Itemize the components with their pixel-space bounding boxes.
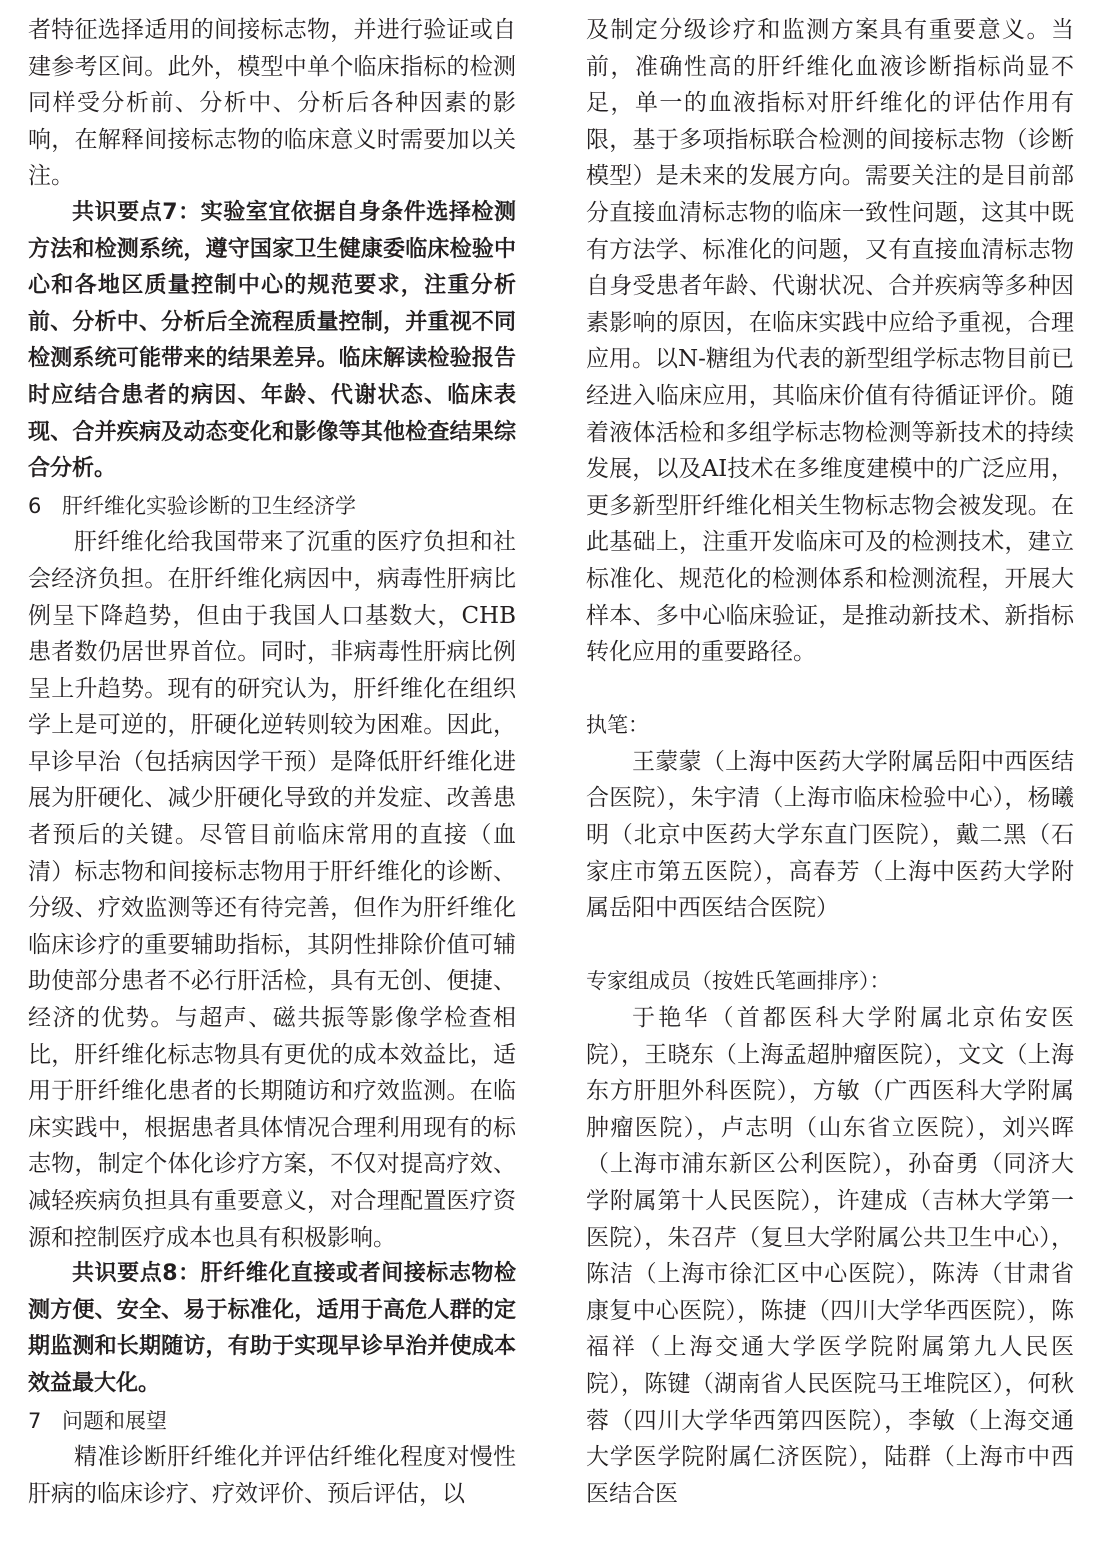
section-6-title: 肝纤维化实验诊断的卫生经济学: [62, 493, 356, 518]
right-column: [586, 12, 1074, 1512]
continued-paragraph: 者特征选择适用的间接标志物，并进行验证或自建参考区间。此外，模型中单个临床指标的检测同样受分析前、分析中、分析后各种因素的影响，在解释间接标志物的临床意义时需要加以关注。: [28, 17, 516, 190]
section-7-paragraph-end: 及制定分级诊疗和监测方案具有重要意义。当前，准确性高的肝纤维化血液诊断指标尚显不足，单一的血液指标对肝纤维化的评估作用有限，基于多项指标联合检测的间接标志物（诊断模型）是未来的发展方向。需要关注的是目前部分直接血清标志物的临床一致性问题，这其中既有方法学、标准化的问题，又有直接血清标志物自身受患者年龄、代谢状况、合并疾病等多种因素影响的原因，在临床实践中应给予重视，合理应用。以N-糖组为代表的新型组学标志物目前已经进入临床应用，其临床价值有待循证评价。随着液体活检和多组学标志物检测等新技术的持续发展，以及AI技术在多维度建模中的广泛应用，更多新型肝纤维化相关生物标志物会被发现。在此基础上，注重开发临床可及的检测技术，建立标准化、规范化的检测体系和检测流程，开展大样本、多中心临床验证，是推动新技术、新指标转化应用的重要路径。: [586, 17, 1074, 666]
section-7-title: 问题和展望: [62, 1408, 167, 1433]
section-7-number: 7: [28, 1408, 42, 1433]
consensus-point-7: 共识要点7：实验室宜依据自身条件选择检测方法和检测系统，遵守国家卫生健康委临床检验中心和各地区质量控制中心的规范要求，注重分析前、分析中、分析后全流程质量控制，并重视不同检测系统可能带来的结果差异。临床解读检验报告时应结合患者的病因、年龄、代谢状态、临床表现、合并疾病及动态变化和影像等其他检查结果综合分析。: [28, 199, 516, 482]
section-6-paragraph: 肝纤维化给我国带来了沉重的医疗负担和社会经济负担。在肝纤维化病因中，病毒性肝病比例呈下降趋势，但由于我国人口基数大，CHB患者数仍居世界首位。同时，非病毒性肝病比例呈上升趋势。现有的研究认为，肝纤维化在组织学上是可逆的，肝硬化逆转则较为困难。因此，早诊早治（包括病因学干预）是降低肝纤维化进展为肝硬化、减少肝硬化导致的并发症、改善患者预后的关键。尽管目前临床常用的直接（血清）标志物和间接标志物用于肝纤维化的诊断、分级、疗效监测等还有待完善，但作为肝纤维化临床诊疗的重要辅助指标，其阴性排除价值可辅助使部分患者不必行肝活检，具有无创、便捷、经济的优势。与超声、磁共振等影像学检查相比，肝纤维化标志物具有更优的成本效益比，适用于肝纤维化患者的长期随访和疗效监测。在临床实践中，根据患者具体情况合理利用现有的标志物，制定个体化诊疗方案，不仅对提高疗效、减轻疾病负担具有重要意义，对合理配置医疗资源和控制医疗成本也具有积极影响。: [28, 529, 516, 1251]
authors-list: 王蒙蒙（上海中医药大学附属岳阳中西医结合医院），朱宇清（上海市临床检验中心），杨曦明（北京中医药大学东直门医院），戴二黑（石家庄市第五医院），高春芳（上海中医药大学附属岳阳中西医结合医院）: [586, 748, 1074, 922]
experts-heading: 专家组成员（按姓氏笔画排序）：: [586, 969, 891, 994]
spacer: [586, 927, 1074, 964]
consensus-point-8: 共识要点8：肝纤维化直接或者间接标志物检测方便、安全、易于标准化，适用于高危人群的定期监测和长期随访，有助于实现早诊早治并使成本效益最大化。: [28, 1261, 516, 1396]
authors-heading: 执笔：: [586, 713, 649, 738]
spacer: [586, 671, 1074, 708]
section-6-heading: [28, 488, 516, 525]
section-7-heading: [28, 1403, 516, 1440]
experts-list: 于艳华（首都医科大学附属北京佑安医院），王晓东（上海孟超肿瘤医院），文文（上海东方肝胆外科医院），方敏（广西医科大学附属肿瘤医院），卢志明（山东省立医院），刘兴晖（上海市浦东新区公利医院），孙奋勇（同济大学附属第十人民医院），许建成（吉林大学第一医院），朱召芹（复旦大学附属公共卫生中心），陈洁（上海市徐汇区中心医院），陈涛（甘肃省康复中心医院），陈捷（四川大学华西医院），陈福祥（上海交通大学医学院附属第九人民医院），陈键（湖南省人民医院马王堆院区），何秋蓉（四川大学华西第四医院），李敏（上海交通大学医学院附属仁济医院），陆群（上海市中西医结合医: [586, 1005, 1074, 1507]
left-column: [28, 12, 516, 1512]
section-7-paragraph-start: 精准诊断肝纤维化并评估纤维化程度对慢性肝病的临床诊疗、疗效评价、预后评估，以: [28, 1444, 516, 1507]
section-6-number: 6: [28, 493, 42, 518]
